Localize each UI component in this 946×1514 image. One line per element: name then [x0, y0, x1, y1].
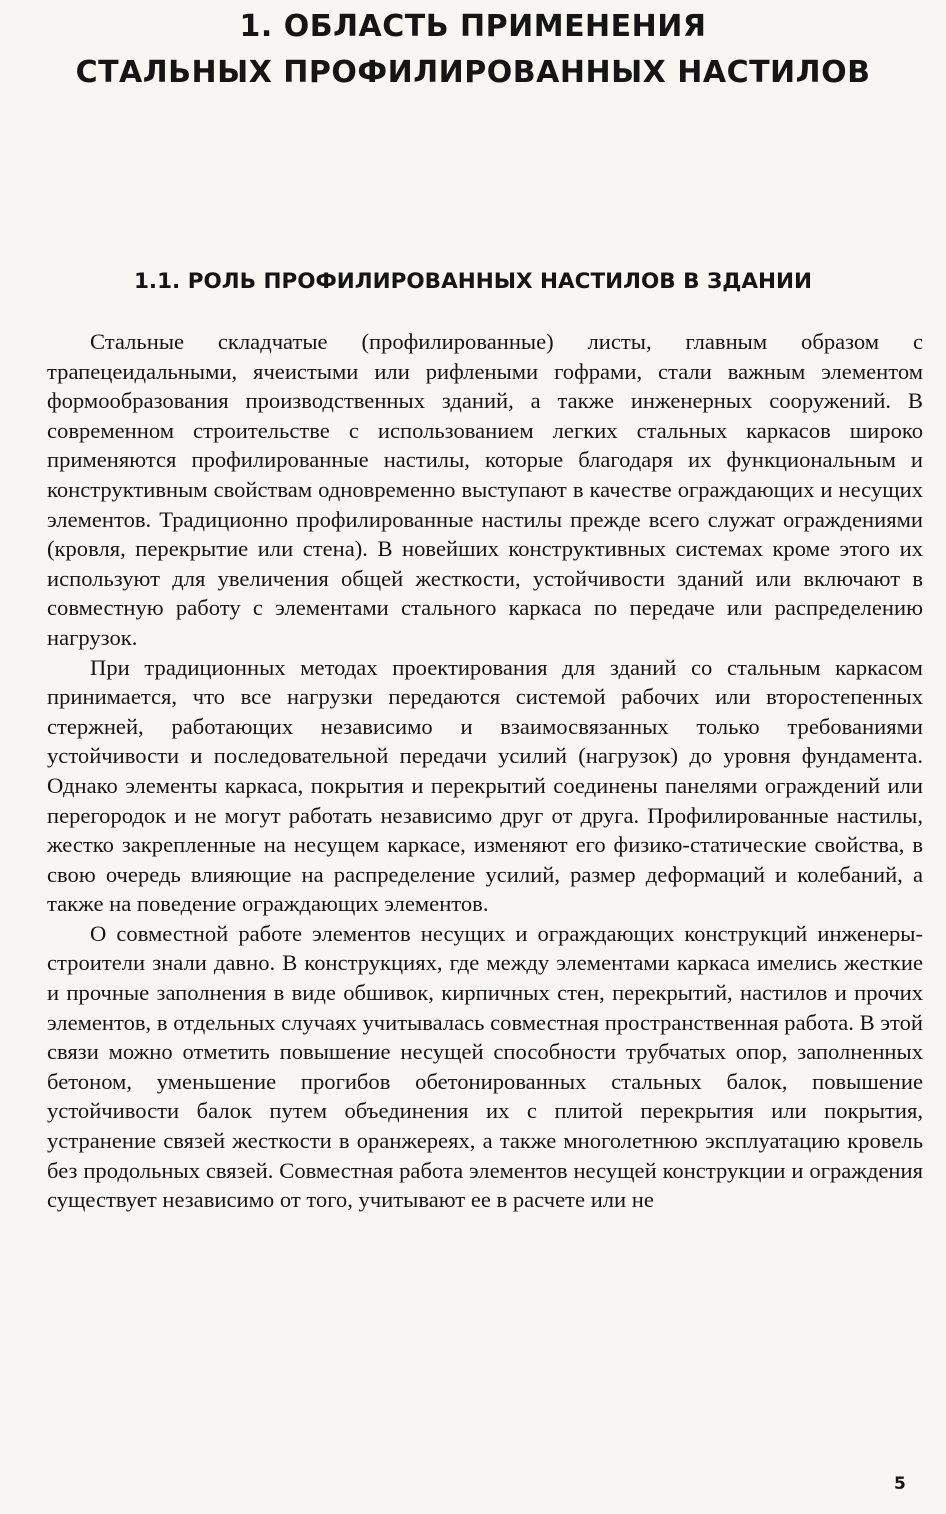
paragraph-3: О совместной работе элементов несущих и ограждающих конструкций инженеры-строители знали давно. В конструкциях, где между элементами каркаса имелись жесткие и прочные заполнения в виде обшивок, кирпичных стен, перекрытий, настилов и прочих элементов, в отдельных случаях учитывалась совместная пространственная работа. В этой связи можно отметить повышение несущей способности трубчатых опор, заполненных бетоном, уменьшение прогибов обетонированных стальных балок, повышение устойчивости балок путем объединения их с плитой перекрытия или покрытия, устранение связей жесткости в оранжереях, а также многолетнюю эксплуатацию кровель без продольных связей. Совместная работа элементов несущей конструкции и ограждения существует независимо от того, учитывают ее в расчете или не: [47, 920, 923, 1213]
body-text: [47, 327, 923, 1215]
chapter-title-line-2: СТАЛЬНЫХ ПРОФИЛИРОВАННЫХ НАСТИЛОВ: [75, 55, 871, 90]
section-title: 1.1. РОЛЬ ПРОФИЛИРОВАННЫХ НАСТИЛОВ В ЗДАНИИ: [133, 269, 813, 294]
page-number: 5: [894, 1474, 906, 1494]
paragraph-1: Стальные складчатые (профилированные) листы, главным образом с трапецеидальными, ячеистыми или рифлеными гофрами, стали важным элементом формообразования производственных зданий, а также инженерных сооружений. В современном строительстве с использованием легких стальных каркасов широко применяются профилированные настилы, которые благодаря их функциональным и конструктивным свойствам одновременно выступают в качестве ограждающих и несущих элементов. Традиционно профилированные настилы прежде всего служат ограждениями (кровля, перекрытие или стена). В новейших конструктивных системах кроме этого их используют для увеличения общей жесткости, устойчивости зданий или включают в совместную работу с элементами стального каркаса по передаче или распределению нагрузок.: [47, 329, 923, 650]
chapter-title-line-1: 1. ОБЛАСТЬ ПРИМЕНЕНИЯ: [239, 9, 707, 44]
chapter-title: [0, 4, 946, 96]
paragraph-2: При традиционных методах проектирования для зданий со стальным каркасом принимается, что все нагрузки передаются системой рабочих или второстепенных стержней, работающих независимо и взаимосвязанных только требованиями устойчивости и последовательной передачи усилий (нагрузок) до уровня фундамента. Однако элементы каркаса, покрытия и перекрытий соединены панелями ограждений или перегородок и не могут работать независимо друг от друга. Профилированные настилы, жестко закрепленные на несущем каркасе, изменяют его физико-статические свойства, в свою очередь влияющие на распределение усилий, размер деформаций и колебаний, а также на поведение ограждающих элементов.: [47, 654, 923, 917]
